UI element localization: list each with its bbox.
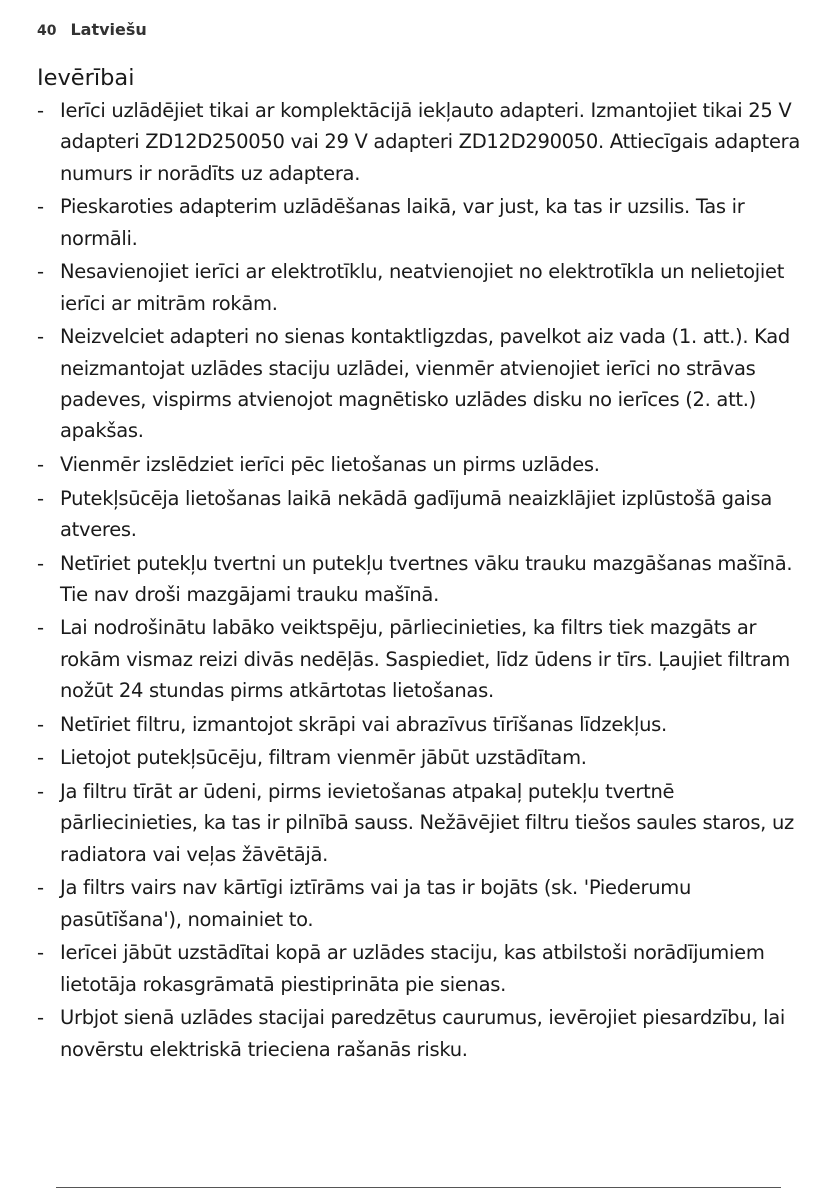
list-item-text: Lietojot putekļsūcēju, filtram vienmēr jābūt uzstādītam. [60, 746, 587, 770]
bullet-dash: - [37, 746, 44, 770]
bullet-dash: - [37, 99, 44, 122]
bullet-dash: - [37, 452, 44, 476]
list-item [37, 937, 809, 1000]
list-item [37, 872, 809, 935]
page-header [37, 20, 147, 39]
warning-list [37, 95, 809, 1067]
list-item-text: Pieskaroties adapterim uzlādēšanas laikā, var just, ka tas ir uzsilis. Tas ir normāli. [60, 195, 745, 250]
bullet-dash: - [37, 712, 44, 736]
list-item-text: Nesavienojiet ierīci ar elektrotīklu, neatvienojiet no elektrotīkla un nelietojiet ierīci ar mitrām rokām. [60, 260, 785, 315]
bullet-dash: - [37, 325, 44, 349]
list-item-text: Lai nodrošinātu labāko veiktspēju, pārliecinieties, ka filtrs tiek mazgāts ar rokām vismaz reizi divās nedēļās. Saspiediet, līdz ūdens ir tīrs. Ļaujiet filtram nožūt 24 stundas pirms atkārtotas lietošanas. [60, 616, 790, 703]
list-item-text: Ja filtrs vairs nav kārtīgi iztīrāms vai ja tas ir bojāts (sk. 'Piederumu pasūtīšana'), nomainiet to. [60, 876, 692, 931]
list-item [37, 612, 809, 706]
list-item-text: Neizvelciet adapteri no sienas kontaktligzdas, pavelkot aiz vada (1. att.). Kad neizmantojat uzlādes staciju uzlādei, vienmēr atvienojiet ierīci no strāvas padeves, vispirms atvienojot magnētisko uzlādes disku no ierīces (2. att.) apakšas. [60, 325, 790, 443]
bullet-dash: - [37, 876, 44, 900]
list-item [37, 321, 809, 446]
list-item [37, 449, 809, 480]
list-item [37, 709, 809, 740]
bullet-dash: - [37, 780, 44, 804]
section-title: Ievērībai [37, 65, 135, 91]
bullet-dash: - [37, 616, 44, 640]
list-item-text: Netīriet putekļu tvertni un putekļu tvertnes vāku trauku mazgāšanas mašīnā. Tie nav droši mazgājami trauku mašīnā. [60, 551, 793, 606]
bullet-dash: - [37, 941, 44, 965]
list-item-text: Ierīcei jābūt uzstādītai kopā ar uzlādes staciju, kas atbilstoši norādījumiem lietotāja rokasgrāmatā piestiprināta pie sienas. [60, 941, 765, 996]
bullet-dash: - [37, 551, 44, 575]
list-item [37, 742, 809, 773]
bullet-dash: - [37, 1006, 44, 1030]
bullet-dash: - [37, 486, 44, 510]
language-label: Latviešu [70, 20, 147, 39]
bullet-dash: - [37, 195, 44, 219]
list-item-text: Ja filtru tīrāt ar ūdeni, pirms ievietošanas atpakaļ putekļu tvertnē pārliecinieties, ka tas ir pilnībā sauss. Nežāvējiet filtru tiešos saules staros, uz radiatora vai veļas žāvētājā. [60, 780, 794, 866]
list-item [37, 191, 809, 254]
list-item [37, 483, 809, 546]
page-number: 40 [37, 23, 57, 39]
footer-divider [56, 1187, 781, 1188]
list-item [37, 548, 809, 611]
list-item-text: Vienmēr izslēdziet ierīci pēc lietošanas un pirms uzlādes. [60, 452, 600, 476]
list-item-text: Netīriet filtru, izmantojot skrāpi vai abrazīvus tīrīšanas līdzekļus. [60, 712, 667, 736]
list-item-text: Urbjot sienā uzlādes stacijai paredzētus caurumus, ievērojiet piesardzību, lai novērstu elektriskā trieciena rašanās risku. [60, 1006, 785, 1061]
bullet-dash: - [37, 260, 44, 284]
list-item [37, 95, 809, 189]
list-item-text: Putekļsūcēja lietošanas laikā nekādā gadījumā neaizklājiet izplūstošā gaisa atveres. [60, 486, 773, 541]
list-item [37, 776, 809, 870]
list-item-text: Ierīci uzlādējiet tikai ar komplektācijā iekļauto adapteri. Izmantojiet tikai 25 V adapteri ZD12D250050 vai 29 V adapteri ZD12D290050. Attiecīgais adaptera numurs ir norādīts uz adaptera. [60, 99, 801, 185]
list-item [37, 256, 809, 319]
list-item [37, 1002, 809, 1065]
